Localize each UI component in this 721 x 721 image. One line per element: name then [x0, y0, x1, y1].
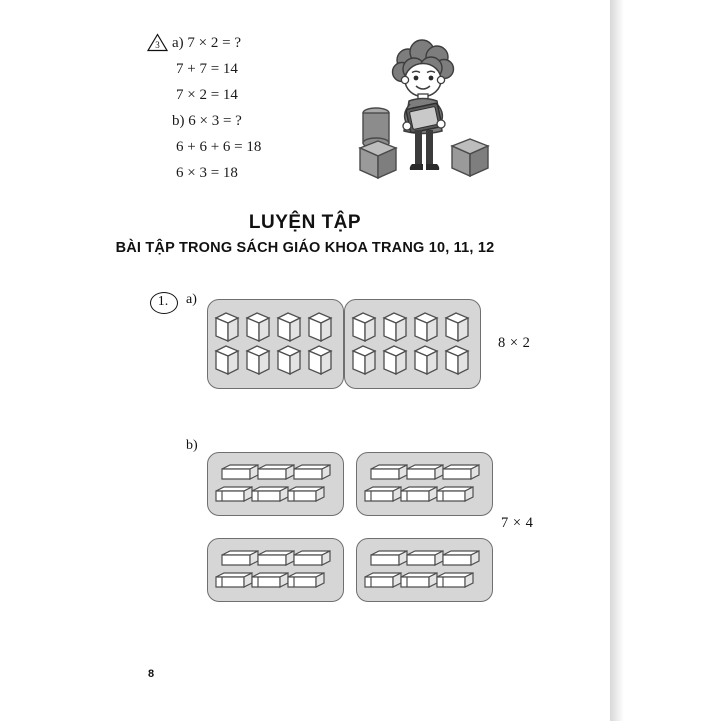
tray-a-2	[344, 299, 481, 389]
cube-block-left	[360, 141, 396, 178]
badge-ellipse	[150, 292, 178, 314]
exercise-1-part-a-label: a)	[186, 292, 197, 307]
page-edge-shadow	[610, 0, 624, 721]
page-right-gutter	[624, 0, 721, 721]
tray-b-2	[356, 452, 493, 516]
tray-b-4	[356, 538, 493, 602]
tray-b-3	[207, 538, 344, 602]
svg-text:3: 3	[155, 40, 160, 50]
cube-block-right	[452, 139, 488, 176]
section-subtitle: BÀI TẬP TRONG SÁCH GIÁO KHOA TRANG 10, 11, 12	[115, 240, 495, 256]
page-number: 8	[148, 668, 155, 680]
exercise-3-block	[148, 36, 368, 192]
ex3-line-a: a) 7 × 2 = ?	[172, 35, 241, 51]
ex3-line-a1: 7 + 7 = 14	[176, 61, 238, 77]
answer-part-b: 7 × 4	[501, 515, 534, 531]
exercise-1-part-b-label: b)	[186, 438, 198, 453]
ex3-line-b2: 6 × 3 = 18	[176, 165, 238, 181]
answer-part-a: 8 × 2	[498, 335, 531, 351]
badge-number: 1.	[157, 294, 169, 309]
exercise-1-badge	[150, 292, 176, 312]
exercise-3-badge	[147, 33, 168, 52]
section-title: LUYỆN TẬP	[248, 212, 362, 233]
tray-a-1	[207, 299, 344, 389]
tray-b-1	[207, 452, 344, 516]
ex3-line-b1: 6 + 6 + 6 = 18	[176, 139, 262, 155]
ex3-line-a2: 7 × 2 = 14	[176, 87, 238, 103]
ex3-line-b: b) 6 × 3 = ?	[172, 113, 242, 129]
boy-with-tablet-illustration	[352, 38, 512, 188]
